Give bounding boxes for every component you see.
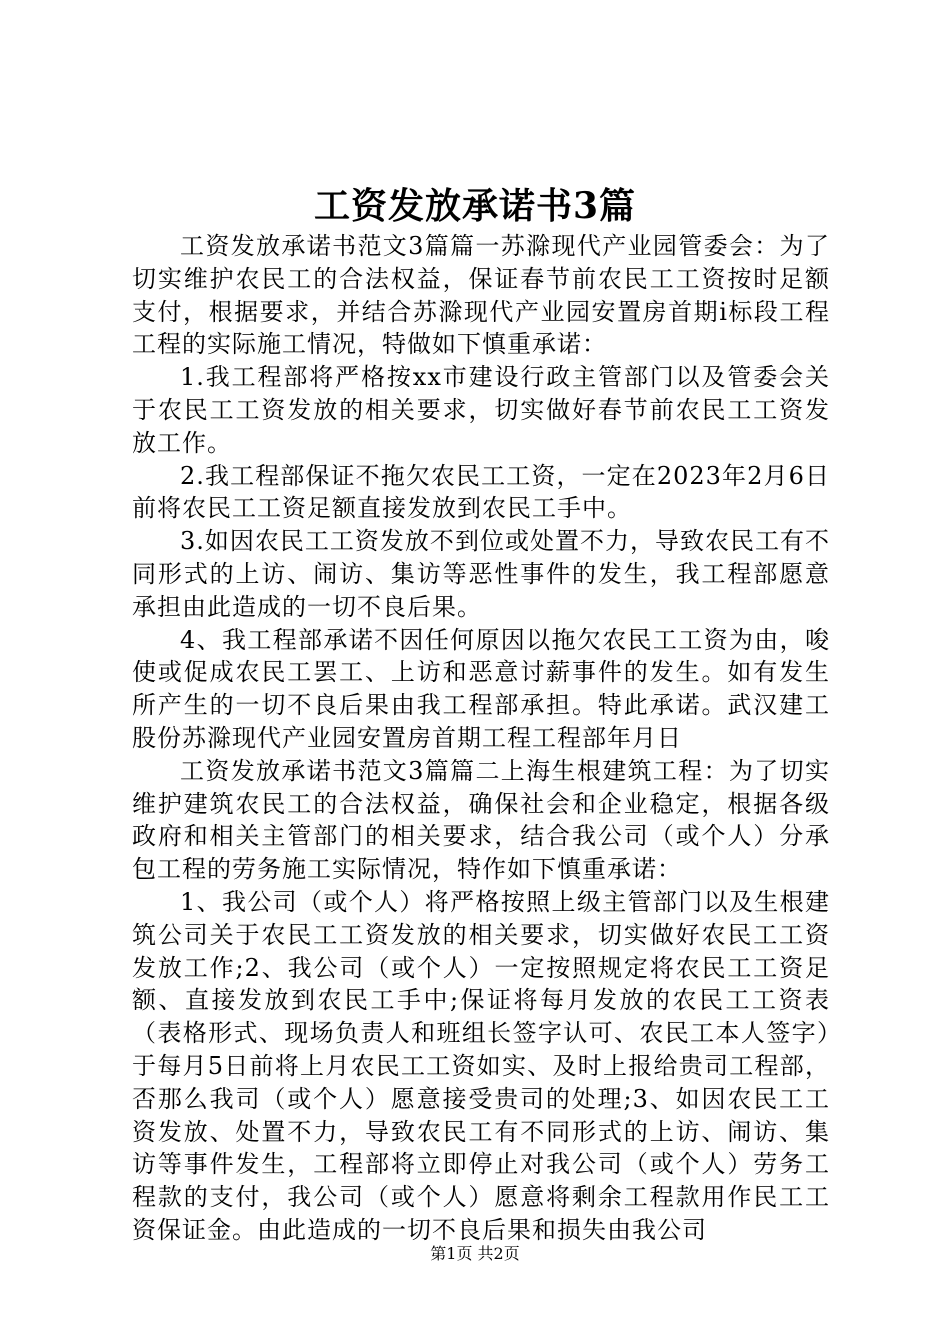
paragraph: 3.如因农民工工资发放不到位或处置不力，导致农民工有不同形式的上访、闹访、集访等恶性事件的发生，我工程部愿意承担由此造成的一切不良后果。 xyxy=(132,527,830,621)
document-body xyxy=(132,230,830,1247)
paragraph: 工资发放承诺书范文3篇篇二上海生根建筑工程：为了切实维护建筑农民工的合法权益，确保社会和企业稳定，根据各级政府和相关主管部门的相关要求，结合我公司（或个人）分承包工程的劳务施工实际情况，特作如下慎重承诺： xyxy=(132,756,830,884)
paragraph: 2.我工程部保证不拖欠农民工工资，一定在2023年2月6日前将农民工工资足额直接发放到农民工手中。 xyxy=(132,461,830,523)
paragraph: 1.我工程部将严格按xx市建设行政主管部门以及管委会关于农民工工资发放的相关要求，切实做好春节前农民工工资发放工作。 xyxy=(132,363,830,457)
document-title: 工资发放承诺书3篇 xyxy=(313,185,637,227)
paragraph: 4、我工程部承诺不因任何原因以拖欠农民工工资为由，唆使或促成农民工罢工、上访和恶意讨薪事件的发生。如有发生所产生的一切不良后果由我工程部承担。特此承诺。武汉建工股份苏滁现代产业园安置房首期工程工程部年月日 xyxy=(132,625,830,752)
page-footer: 第1页 共2页 xyxy=(430,1244,520,1263)
paragraph: 工资发放承诺书范文3篇篇一苏滁现代产业园管委会：为了切实维护农民工的合法权益，保证春节前农民工工资按时足额支付，根据要求，并结合苏滁现代产业园安置房首期ⅰ标段工程工程的实际施工情况，特做如下慎重承诺： xyxy=(132,232,830,359)
paragraph: 1、我公司（或个人）将严格按照上级主管部门以及生根建筑公司关于农民工工资发放的相关要求，切实做好农民工工资发放工作;2、我公司（或个人）一定按照规定将农民工工资足额、直接发放到农民工手中;保证将每月发放的农民工工资表（表格形式、现场负责人和班组长签字认可、农民工本人签字）于每月5日前将上月农民工工资如实、及时上报给贵司工程部，否那么我司（或个人）愿意接受贵司的处理;3、如因农民工工资发放、处置不力，导致农民工有不同形式的上访、闹访、集访等事件发生，工程部将立即停止对我公司（或个人）劳务工程款的支付，我公司（或个人）愿意将剩余工程款用作民工工资保证金。由此造成的一切不良后果和损失由我公司 xyxy=(132,887,830,1244)
